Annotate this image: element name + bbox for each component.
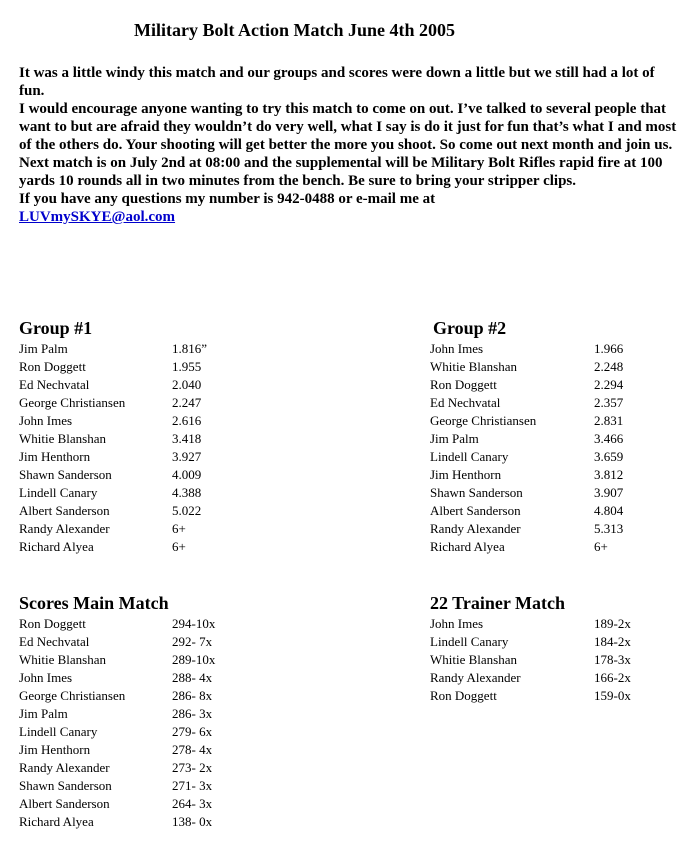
table-row: [430, 448, 623, 466]
group-2-heading: Group #2: [433, 318, 507, 338]
result-value: 4.804: [594, 503, 624, 518]
result-value: 166-2x: [594, 670, 631, 685]
result-value: 1.816”: [172, 341, 208, 356]
trainer-match-section: [430, 593, 631, 705]
result-value: 6+: [594, 539, 608, 554]
shooter-name: Jim Henthorn: [19, 449, 91, 464]
result-value: 184-2x: [594, 634, 631, 649]
table-row: [19, 813, 215, 831]
table-row: [430, 520, 623, 538]
email-link[interactable]: LUVmySKYE@aol.com: [19, 209, 176, 225]
result-value: 289-10x: [172, 652, 216, 667]
shooter-name: Ed Nechvatal: [19, 634, 90, 649]
table-row: [19, 502, 207, 520]
shooter-name: Jim Palm: [19, 341, 68, 356]
table-row: [430, 430, 623, 448]
intro-paragraph-1: It was a little windy this match and our groups and scores were down a little but we still had a lot of fun.: [19, 65, 655, 99]
shooter-name: Jim Palm: [19, 706, 68, 721]
trainer-match-heading: 22 Trainer Match: [430, 593, 565, 613]
table-row: [430, 358, 623, 376]
result-value: 138- 0x: [172, 814, 213, 829]
shooter-name: Ron Doggett: [19, 616, 86, 631]
result-value: 2.294: [594, 377, 624, 392]
table-row: [19, 430, 207, 448]
result-value: 2.248: [594, 359, 624, 374]
intro-paragraph-3: Next match is on July 2nd at 08:00 and the supplemental will be Military Bolt Rifles rapid fire at 100 yards 10 rounds all in two minutes from the bench. Be sure to bring your stripper clips.: [19, 155, 663, 189]
result-value: 3.418: [172, 431, 202, 446]
result-value: 159-0x: [594, 688, 631, 703]
shooter-name: George Christiansen: [430, 413, 537, 428]
shooter-name: George Christiansen: [19, 395, 126, 410]
table-row: [430, 669, 631, 687]
email-line: [19, 208, 681, 226]
table-row: [430, 394, 623, 412]
result-value: 286- 8x: [172, 688, 213, 703]
shooter-name: Shawn Sanderson: [19, 778, 112, 793]
table-row: [430, 687, 631, 705]
shooter-name: Shawn Sanderson: [430, 485, 523, 500]
shooter-name: George Christiansen: [19, 688, 126, 703]
result-value: 4.009: [172, 467, 202, 482]
group-2-list: [430, 340, 623, 556]
shooter-name: Albert Sanderson: [19, 503, 110, 518]
shooter-name: Jim Henthorn: [19, 742, 91, 757]
result-value: 278- 4x: [172, 742, 213, 757]
table-row: [19, 615, 215, 633]
result-value: 2.040: [172, 377, 202, 392]
result-value: 294-10x: [172, 616, 216, 631]
result-value: 5.022: [172, 503, 202, 518]
result-value: 286- 3x: [172, 706, 213, 721]
result-value: 5.313: [594, 521, 624, 536]
shooter-name: Randy Alexander: [430, 521, 521, 536]
shooter-name: Randy Alexander: [430, 670, 521, 685]
table-row: [19, 448, 207, 466]
result-value: 1.966: [594, 341, 624, 356]
shooter-name: John Imes: [430, 341, 484, 356]
table-row: [19, 412, 207, 430]
shooter-name: Whitie Blanshan: [19, 431, 107, 446]
table-row: [430, 651, 631, 669]
scores-main-heading: Scores Main Match: [19, 593, 169, 613]
shooter-name: Whitie Blanshan: [19, 652, 107, 667]
table-row: [430, 484, 623, 502]
result-value: 3.466: [594, 431, 624, 446]
group-2-section: [430, 318, 623, 556]
table-row: [19, 520, 207, 538]
table-row: [19, 376, 207, 394]
result-value: 264- 3x: [172, 796, 213, 811]
table-row: [19, 358, 207, 376]
shooter-name: Randy Alexander: [19, 760, 110, 775]
table-row: [19, 705, 215, 723]
table-row: [430, 466, 623, 484]
shooter-name: Richard Alyea: [19, 814, 94, 829]
table-row: [430, 340, 623, 358]
table-row: [19, 394, 207, 412]
shooter-name: Richard Alyea: [19, 539, 94, 554]
shooter-name: Lindell Canary: [430, 634, 509, 649]
shooter-name: Albert Sanderson: [430, 503, 521, 518]
result-value: 271- 3x: [172, 778, 213, 793]
shooter-name: Randy Alexander: [19, 521, 110, 536]
scores-main-section: [19, 593, 215, 831]
shooter-name: Ed Nechvatal: [19, 377, 90, 392]
shooter-name: Lindell Canary: [19, 485, 98, 500]
group-1-section: [19, 318, 207, 556]
intro-text: [19, 64, 681, 226]
result-value: 1.955: [172, 359, 202, 374]
shooter-name: John Imes: [19, 670, 73, 685]
result-value: 6+: [172, 521, 186, 536]
result-value: 273- 2x: [172, 760, 213, 775]
table-row: [430, 633, 631, 651]
result-value: 3.907: [594, 485, 624, 500]
shooter-name: Whitie Blanshan: [430, 652, 518, 667]
table-row: [19, 340, 207, 358]
shooter-name: Richard Alyea: [430, 539, 505, 554]
result-value: 4.388: [172, 485, 202, 500]
table-row: [19, 633, 215, 651]
result-value: 3.812: [594, 467, 624, 482]
shooter-name: Shawn Sanderson: [19, 467, 112, 482]
shooter-name: Ron Doggett: [430, 688, 497, 703]
table-row: [19, 687, 215, 705]
result-value: 6+: [172, 539, 186, 554]
group-1-list: [19, 340, 207, 556]
table-row: [19, 651, 215, 669]
shooter-name: Lindell Canary: [430, 449, 509, 464]
intro-paragraph-2: I would encourage anyone wanting to try this match to come on out. I’ve talked to several people that want to but are afraid they wouldn’t do very well, what I say is do it just for fun that’s what I and most of the others do. Your shooting will get better the more you shoot. So come out next month and join us.: [19, 101, 677, 153]
shooter-name: Albert Sanderson: [19, 796, 110, 811]
table-row: [19, 759, 215, 777]
table-row: [19, 669, 215, 687]
shooter-name: Ron Doggett: [430, 377, 497, 392]
result-value: 2.357: [594, 395, 624, 410]
shooter-name: Jim Palm: [430, 431, 479, 446]
trainer-match-list: [430, 615, 631, 705]
shooter-name: John Imes: [430, 616, 484, 631]
table-row: [19, 466, 207, 484]
result-value: 2.831: [594, 413, 624, 428]
shooter-name: Ed Nechvatal: [430, 395, 501, 410]
table-row: [19, 777, 215, 795]
table-row: [430, 412, 623, 430]
result-value: 2.247: [172, 395, 202, 410]
table-row: [430, 502, 623, 520]
shooter-name: Jim Henthorn: [430, 467, 502, 482]
table-row: [430, 538, 623, 556]
result-value: 189-2x: [594, 616, 631, 631]
table-row: [430, 376, 623, 394]
page-title: Military Bolt Action Match June 4th 2005: [134, 20, 455, 40]
result-value: 3.659: [594, 449, 624, 464]
table-row: [19, 795, 215, 813]
shooter-name: John Imes: [19, 413, 73, 428]
table-row: [19, 741, 215, 759]
result-value: 292- 7x: [172, 634, 213, 649]
scores-main-list: [19, 615, 215, 831]
result-value: 279- 6x: [172, 724, 213, 739]
table-row: [19, 538, 207, 556]
result-value: 2.616: [172, 413, 202, 428]
table-row: [19, 484, 207, 502]
shooter-name: Whitie Blanshan: [430, 359, 518, 374]
group-1-heading: Group #1: [19, 318, 93, 338]
result-value: 178-3x: [594, 652, 631, 667]
table-row: [430, 615, 631, 633]
shooter-name: Ron Doggett: [19, 359, 86, 374]
result-value: 288- 4x: [172, 670, 213, 685]
intro-paragraph-4: If you have any questions my number is 942-0488 or e-mail me at: [19, 191, 436, 207]
shooter-name: Lindell Canary: [19, 724, 98, 739]
result-value: 3.927: [172, 449, 202, 464]
table-row: [19, 723, 215, 741]
